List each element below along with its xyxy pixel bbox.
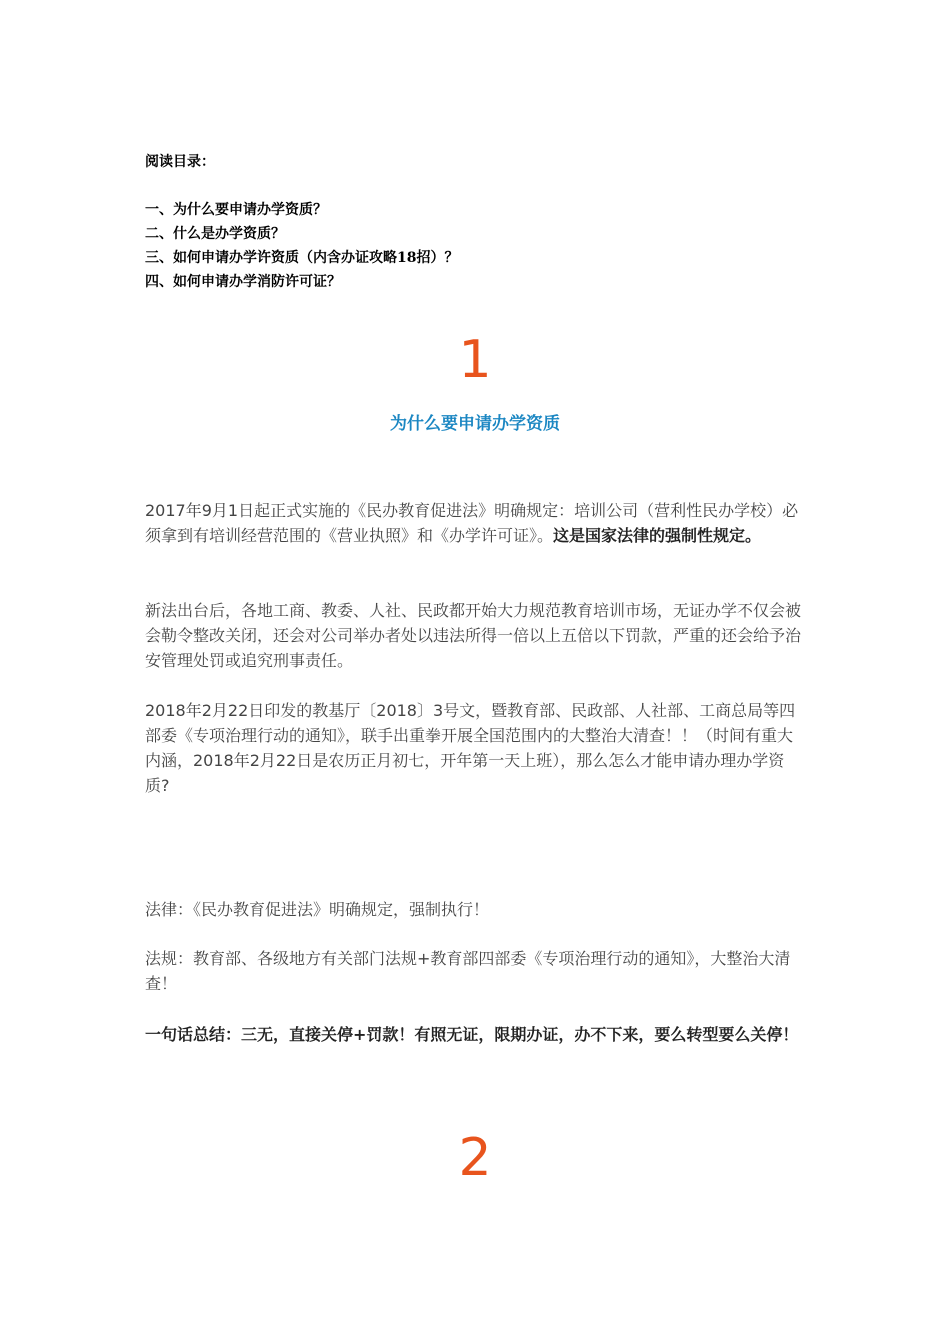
paragraph-law-summary: 法律：《民办教育促进法》明确规定，强制执行！ [145, 900, 490, 919]
section-1-number: 1 [458, 330, 492, 390]
paragraph-law-requirement [145, 498, 807, 548]
toc-title: 阅读目录： [145, 154, 215, 170]
toc-item-2[interactable]: 二、什么是办学资质？ [145, 226, 285, 242]
paragraph-law-emphasis: 这是国家法律的强制性规定。 [553, 526, 762, 545]
paragraph-regulation-summary: 法规：教育部、各级地方有关部门法规+教育部四部委《专项治理行动的通知》，大整治大清查！ [145, 949, 791, 993]
paragraph-law-text: 2017年9月1日起正式实施的《民办教育促进法》明确规定：培训公司（营利性民办学校）必须拿到有培训经营范围的《营业执照》和《办学许可证》。 [145, 501, 799, 545]
section-2-number: 2 [458, 1128, 492, 1188]
paragraph-notice-2018: 2018年2月22日印发的教基厅〔2018〕3号文，暨教育部、民政部、人社部、工商总局等四部委《专项治理行动的通知》，联手出重拳开展全国范围内的大整治大清查！！（时间有重大内涵，2018年2月22日是农历正月初七，开年第一天上班），那么怎么才能申请办理办学资质? [145, 701, 796, 795]
paragraph-enforcement: 新法出台后，各地工商、教委、人社、民政都开始大力规范教育培训市场，无证办学不仅会被会勒令整改关闭，还会对公司举办者处以违法所得一倍以上五倍以下罚款，严重的还会给予治安管理处罚或追究刑事责任。 [145, 601, 802, 670]
paragraph-one-line-summary: 一句话总结：三无，直接关停+罚款！有照无证，限期办证，办不下来，要么转型要么关停！ [145, 1025, 799, 1044]
toc-item-3[interactable]: 三、如何申请办学许资质（内含办证攻略18招）？ [145, 250, 459, 266]
toc-item-1[interactable]: 一、为什么要申请办学资质？ [145, 202, 327, 218]
toc-item-4[interactable]: 四、如何申请办学消防许可证？ [145, 274, 341, 290]
table-of-contents [145, 150, 805, 294]
section-1-heading: 为什么要申请办学资质 [390, 414, 560, 434]
